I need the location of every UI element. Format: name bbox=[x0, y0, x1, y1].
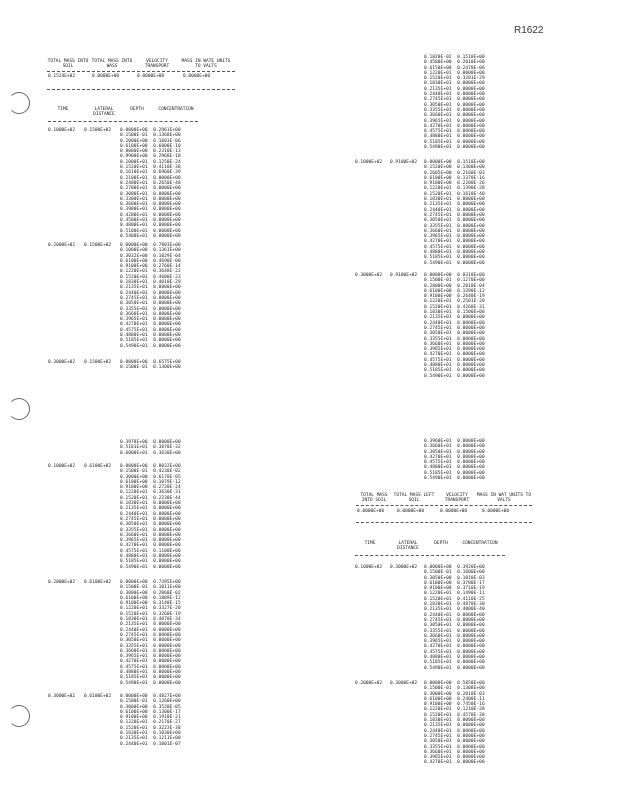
column-header: TIME bbox=[364, 541, 376, 546]
header-rule bbox=[48, 121, 198, 122]
punch-hole bbox=[8, 92, 30, 114]
data-block: 0.0000E+00 0.1510E+00 0.1520E+00 0.1300E+00 0.2605E+00 0.2160E-03 0.6100E+00 0.1370E-16 0.9100E+00 0.2200E-26 0.1220E+01 0.1390E-28 0.1520E+01 0.1610E-40 0.1830E+01 0.0000E+00 0.2135E+01 0.0000E+00 0.2440E+01 0.0000E+00 0.2745E+01 0.0000E+00 0.3050E+01 0.0000E+00 0.3355E+01 0.0000E+00 0.3660E+01 0.0000E+00 0.3965E+01 0.0000E+00 0.4270E+01 0.0000E+00 0.4575E+01 0.0000E+00 0.4880E+01 0.0000E+00 0.5185E+01 0.0000E+00 0.5490E+01 0.0000E+00 bbox=[424, 160, 485, 266]
block-time: 0.2000E+02 bbox=[48, 243, 76, 248]
punch-hole bbox=[8, 398, 30, 420]
block-distance: 0.1500E+02 bbox=[84, 243, 112, 248]
block-distance: 0.1500E+02 bbox=[84, 360, 112, 365]
column-header: DEPTH bbox=[434, 541, 448, 546]
summary-header: MASS IN WATE UNITS TO VALTS bbox=[181, 59, 231, 70]
data-block: 0.0000E+00 0.2961E+00 0.1500E-01 0.1368E+00 0.2000E+00 0.1603E-06 0.6100E+00 0.6000E-10 0.8000E+00 0.2310E-13 0.9900E+00 0.2968E-18 0.1000E+01 0.1250E-24 0.1520E+01 0.4110E-38 0.1610E+01 0.6960E-39 0.2100E+01 0.0000E+00 0.2400E+01 0.2650E-48 0.2700E+01 0.0000E+00 0.3000E+01 0.0000E+00 0.3300E+01 0.0000E+00 0.3600E+01 0.0000E+00 0.3900E+01 0.0000E+00 0.4200E+01 0.0000E+00 0.4500E+01 0.0000E+00 0.4800E+01 0.0000E+00 0.5100E+01 0.0000E+00 0.5400E+01 0.0000E+00 bbox=[120, 128, 181, 239]
block-distance: 0.3000E+02 bbox=[390, 681, 418, 686]
summary-header: TOTAL MASS INTO SOIL bbox=[47, 59, 89, 70]
block-time: 0.3000E+02 bbox=[48, 694, 76, 699]
block-time: 0.1000E+02 bbox=[355, 565, 383, 570]
block-time: 0.2000E+02 bbox=[48, 580, 76, 585]
block-time: 0.3000E+02 bbox=[48, 360, 76, 365]
data-block: 0.0000E+00 0.3920E+00 0.1500E-01 0.1600E+00 0.3050E+00 0.1010E-03 0.6100E+00 0.3780E-17 0.9100E+00 0.3710E-19 0.1220E+01 0.1490E-11 0.1520E+01 0.4110E-25 0.1830E+01 0.4870E-30 0.2135E+01 0.4000E-40 0.2440E+01 0.0000E+00 0.2745E+01 0.0000E+00 0.3050E+01 0.0000E+00 0.3355E+01 0.0000E+00 0.3660E+01 0.0000E+00 0.3965E+01 0.0000E+00 0.4270E+01 0.0000E+00 0.4575E+01 0.0000E+00 0.4880E+01 0.0000E+00 0.5185E+01 0.0000E+00 0.5490E+01 0.0000E+00 bbox=[424, 565, 485, 671]
data-block: 0.0000E+00 0.4827E+00 0.1500E-01 0.1260E+00 0.3000E+00 0.3520E-05 0.6100E+00 0.1300E-17 0.9100E+00 0.1910E-21 0.1220E+01 0.2170E-27 0.1520E+01 0.3223E-38 0.1830E+01 0.1030E+00 0.2135E+01 0.1211E+00 0.2440E+01 0.1001E-07 bbox=[120, 694, 181, 747]
summary-value: 0.1524E+02 bbox=[48, 74, 76, 79]
header-rule bbox=[356, 505, 532, 506]
column-header: TIME bbox=[57, 107, 69, 112]
column-header: LATERAL DISTANCE bbox=[93, 107, 115, 118]
block-distance: 0.9100E+02 bbox=[390, 273, 418, 278]
block-distance: 0.9100E+02 bbox=[390, 160, 418, 165]
data-block: 0.0000E+00 0.5850E+00 0.1500E-01 0.1308E+00 0.3000E+00 0.2010E-03 0.6100E+00 0.2400E-11 0.9100E+00 0.7450E-16 0.1220E+01 0.1210E-28 0.1520E+01 0.4570E-30 0.1830E+01 0.0000E+00 0.2135E+01 0.0000E+00 0.2440E+01 0.0000E+00 0.2745E+01 0.0000E+00 0.3050E+01 0.0000E+00 0.3355E+01 0.0000E+00 0.3660E+01 0.0000E+00 0.3965E+01 0.0000E+00 0.4270E+01 0.0000E+00 bbox=[424, 681, 485, 766]
section-rule bbox=[47, 89, 235, 90]
block-distance: 0.6100E+02 bbox=[84, 464, 112, 469]
header-rule bbox=[47, 71, 235, 72]
data-block: 0.3960E+01 0.0000E+00 0.3660E+01 0.0000E+00 0.3050E+01 0.0000E+00 0.4270E+01 0.0000E+00 0.4575E+01 0.0000E+00 0.4880E+01 0.0000E+00 0.5185E+01 0.0000E+00 0.5490E+01 0.0000E+00 bbox=[424, 439, 485, 482]
column-header: CONCENTRATION bbox=[462, 541, 498, 546]
summary-value: 0.0000E+00 bbox=[137, 74, 165, 79]
block-time: 0.1000E+02 bbox=[355, 160, 383, 165]
block-time: 0.2000E+02 bbox=[355, 681, 383, 686]
summary-header: TOTAL MASS INTO WASS bbox=[91, 59, 133, 70]
block-time: 0.1000E+02 bbox=[48, 128, 76, 133]
data-block: 0.1820E-02 0.1510E+00 0.4580E+00 0.2010E+00 0.6150E+00 0.2470E-06 0.1220E+01 0.0000E+00 0.1520E+01 0.3201E-29 0.1830E+01 0.0000E+00 0.2135E+01 0.0000E+00 0.2440E+01 0.0000E+00 0.2745E+01 0.0000E+00 0.3050E+01 0.0000E+00 0.3355E+01 0.0000E+00 0.3660E+01 0.0000E+00 0.3965E+01 0.0000E+00 0.4270E+01 0.0000E+00 0.4575E+01 0.0000E+00 0.4880E+01 0.0000E+00 0.5185E+01 0.0000E+00 0.5490E+01 0.0000E+00 bbox=[424, 55, 485, 151]
column-header: LATERAL DISTANCE bbox=[397, 541, 419, 552]
column-header: CONCENTRATION bbox=[158, 107, 194, 112]
summary-value: 0.0000E+00 bbox=[482, 509, 510, 514]
data-block: 0.0000E+00 0.7803E+00 0.1000E+00 0.1361E+00 0.3032E+00 0.1029E-04 0.6100E+00 0.4690E-08 0.9100E+00 0.2760E-14 0.1220E+01 0.3648E-22 0.1520E+01 0.4600E-23 0.1830E+01 0.4010E-29 0.2135E+01 0.0000E+00 0.2440E+01 0.0000E+00 0.2745E+01 0.0000E+00 0.3050E+01 0.0000E+00 0.3355E+01 0.0000E+00 0.3660E+01 0.0000E+00 0.3965E+01 0.0000E+00 0.4270E+01 0.0000E+00 0.4575E+01 0.0000E+00 0.4880E+01 0.0000E+00 0.5185E+01 0.0000E+00 0.5490E+01 0.0000E+00 bbox=[120, 243, 181, 349]
summary-header: MASS IN WAT UNITS TO VALTS bbox=[476, 493, 532, 504]
summary-header: TOTAL MASS INTO SOIL bbox=[360, 493, 388, 504]
data-block: 0.0000E+00 0.8310E+00 0.1500E-01 0.1270E+00 0.2800E+00 0.2010E-04 0.6100E+00 0.1390E-12 0.9100E+00 0.2640E-19 0.1220E+01 0.2501E-20 0.1520E+01 0.4260E-31 0.1830E+01 0.1500E+00 0.2135E+01 0.0000E+00 0.2440E+01 0.0000E+00 0.2745E+01 0.0000E+00 0.3050E+01 0.0000E+00 0.3355E+01 0.0000E+00 0.3660E+01 0.0000E+00 0.3965E+01 0.0000E+00 0.4270E+01 0.0000E+00 0.4575E+01 0.0000E+00 0.4880E+01 0.0000E+00 0.5185E+01 0.0000E+00 0.5490E+01 0.0000E+00 bbox=[424, 273, 485, 379]
summary-value: 0.0000E+00 bbox=[92, 74, 120, 79]
summary-value: 0.0000E+00 bbox=[357, 509, 385, 514]
data-block: 0.0000E+00 0.8032E+00 0.1500E-01 0.4230E-02 0.3000E+00 0.6170E-05 0.6100E+00 0.1079E-12 0.9100E+00 0.2720E-24 0.1220E+01 0.3630E-31 0.1520E+01 0.2230E-44 0.1830E+01 0.0000E+00 0.2135E+01 0.0000E+00 0.2440E+01 0.0000E+00 0.2745E+01 0.0000E+00 0.3050E+01 0.0000E+00 0.3355E+01 0.0000E+00 0.3660E+01 0.0000E+00 0.3965E+01 0.0000E+00 0.4270E+01 0.0000E+00 0.4575E+01 0.1100E+00 0.4880E+01 0.0000E+00 0.5185E+01 0.0000E+00 0.5490E+01 0.0000E+00 bbox=[120, 464, 181, 570]
block-distance: 0.1500E+02 bbox=[84, 128, 112, 133]
summary-value: 0.0000E+00 bbox=[440, 509, 468, 514]
block-time: 0.1000E+02 bbox=[48, 464, 76, 469]
summary-value: 0.0000E+00 bbox=[183, 74, 211, 79]
block-distance: 0.6100E+02 bbox=[84, 694, 112, 699]
data-block: 0.0000E+00 0.7395E+00 0.1500E-01 0.1011E+00 0.3000E+00 0.2060E-02 0.6100E+00 0.1809E-12 0.9100E+00 0.3140E-15 0.1220E+01 0.3327E-20 0.1520E+01 0.3260E-19 0.1830E+01 0.4070E-34 0.2135E+01 0.0000E+00 0.2440E+01 0.0000E+00 0.2745E+01 0.0000E+00 0.3050E+01 0.0000E+00 0.3355E+01 0.0000E+00 0.3660E+01 0.0000E+00 0.3965E+01 0.0000E+00 0.4270E+01 0.0000E+00 0.4575E+01 0.0000E+00 0.4880E+01 0.0000E+00 0.5185E+01 0.0000E+00 0.5490E+01 0.0000E+00 bbox=[120, 580, 181, 686]
summary-header: TOTAL MASS LEFT SOIL bbox=[393, 493, 435, 504]
block-distance: 0.6100E+02 bbox=[84, 580, 112, 585]
data-block: 0.3978E+00 0.0000E+00 0.5181E+01 0.3870E-32 0.6000E+01 0.3630E+00 bbox=[120, 440, 181, 456]
summary-header: VELOCITY TRANSPORT bbox=[444, 493, 470, 504]
summary-value: 0.0000E+00 bbox=[397, 509, 425, 514]
block-time: 0.3000E+02 bbox=[355, 273, 383, 278]
block-distance: 0.3000E+02 bbox=[390, 565, 418, 570]
header-rule bbox=[355, 555, 505, 556]
punch-hole bbox=[8, 705, 30, 727]
data-block: 0.0000E+00 0.6575E+00 0.1500E-01 0.1300E+00 bbox=[120, 360, 181, 371]
column-header: DEPTH bbox=[130, 107, 144, 112]
page-id: R1622 bbox=[514, 25, 544, 36]
summary-header: VELOCITY TRANSPORT bbox=[144, 59, 170, 70]
section-rule bbox=[356, 522, 532, 523]
